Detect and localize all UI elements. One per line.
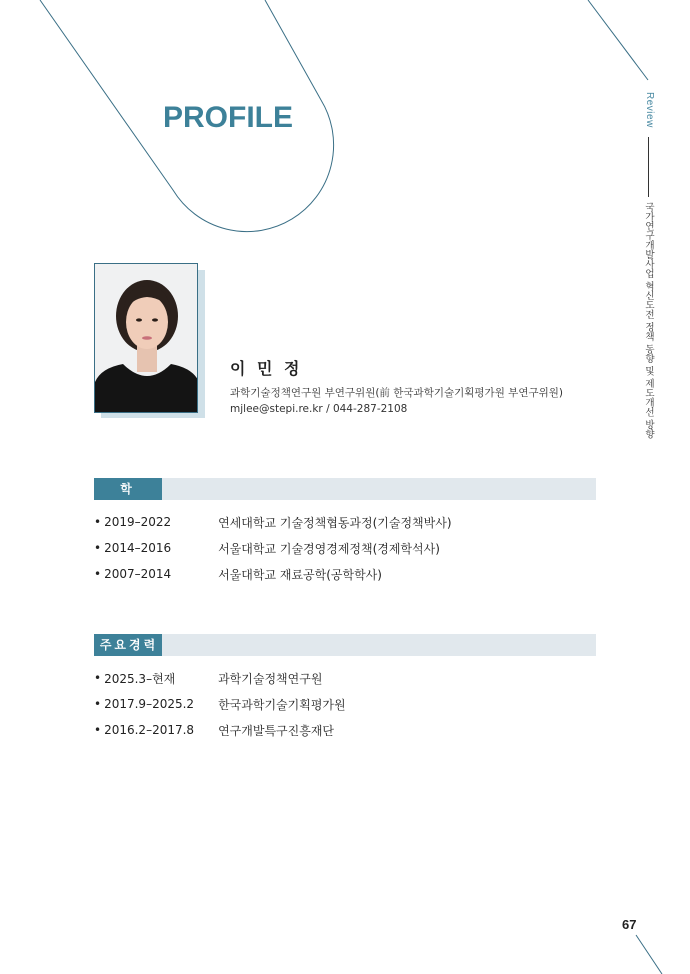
person-affiliation: 과학기술정책연구원 부연구위원(前 한국과학기술기획평가원 부연구위원) bbox=[230, 387, 563, 399]
bullet-icon: • bbox=[94, 697, 102, 711]
bullet-icon: • bbox=[94, 541, 102, 555]
bullet-icon: • bbox=[94, 567, 102, 581]
list-item bbox=[94, 717, 594, 743]
person-name: 이 민 정 bbox=[230, 359, 303, 378]
career-header-bar bbox=[94, 634, 596, 656]
item-period: 2014–2016 bbox=[104, 541, 172, 555]
person-contact: mjlee@stepi.re.kr / 044-287-2108 bbox=[230, 403, 408, 415]
item-desc: 서울대학교 기술경영경제정책(경제학석사) bbox=[218, 541, 440, 556]
person-portrait-icon bbox=[95, 264, 198, 413]
list-item bbox=[94, 561, 594, 587]
list-item bbox=[94, 665, 594, 691]
article-topic: 국가연구개발사업 혁신도전 정책 동향 및 제도개선 방향 bbox=[643, 202, 654, 439]
item-period: 2025.3–현재 bbox=[104, 671, 176, 686]
list-item bbox=[94, 535, 594, 561]
item-period: 2019–2022 bbox=[104, 515, 172, 529]
list-item bbox=[94, 691, 594, 717]
education-list bbox=[94, 509, 594, 587]
item-period: 2016.2–2017.8 bbox=[104, 723, 195, 737]
item-desc: 서울대학교 재료공학(공학학사) bbox=[218, 567, 382, 582]
list-item bbox=[94, 509, 594, 535]
item-period: 2017.9–2025.2 bbox=[104, 697, 195, 711]
page-title: PROFILE bbox=[163, 101, 294, 134]
bullet-icon: • bbox=[94, 671, 102, 685]
bullet-icon: • bbox=[94, 723, 102, 737]
bullet-icon: • bbox=[94, 515, 102, 529]
career-list bbox=[94, 665, 594, 743]
career-label: 주요경력 bbox=[94, 634, 162, 656]
item-desc: 과학기술정책연구원 bbox=[218, 671, 323, 686]
item-desc: 연세대학교 기술정책협동과정(기술정책박사) bbox=[218, 515, 452, 530]
side-divider bbox=[648, 137, 649, 197]
item-desc: 한국과학기술기획평가원 bbox=[218, 697, 346, 712]
page-number: 67 bbox=[622, 917, 637, 932]
section-tag: Review bbox=[644, 92, 655, 128]
profile-photo bbox=[94, 263, 198, 413]
item-desc: 연구개발특구진흥재단 bbox=[218, 723, 334, 738]
item-period: 2007–2014 bbox=[104, 567, 172, 581]
education-header-bar bbox=[94, 478, 596, 518]
education-label: 학력 bbox=[94, 478, 162, 500]
